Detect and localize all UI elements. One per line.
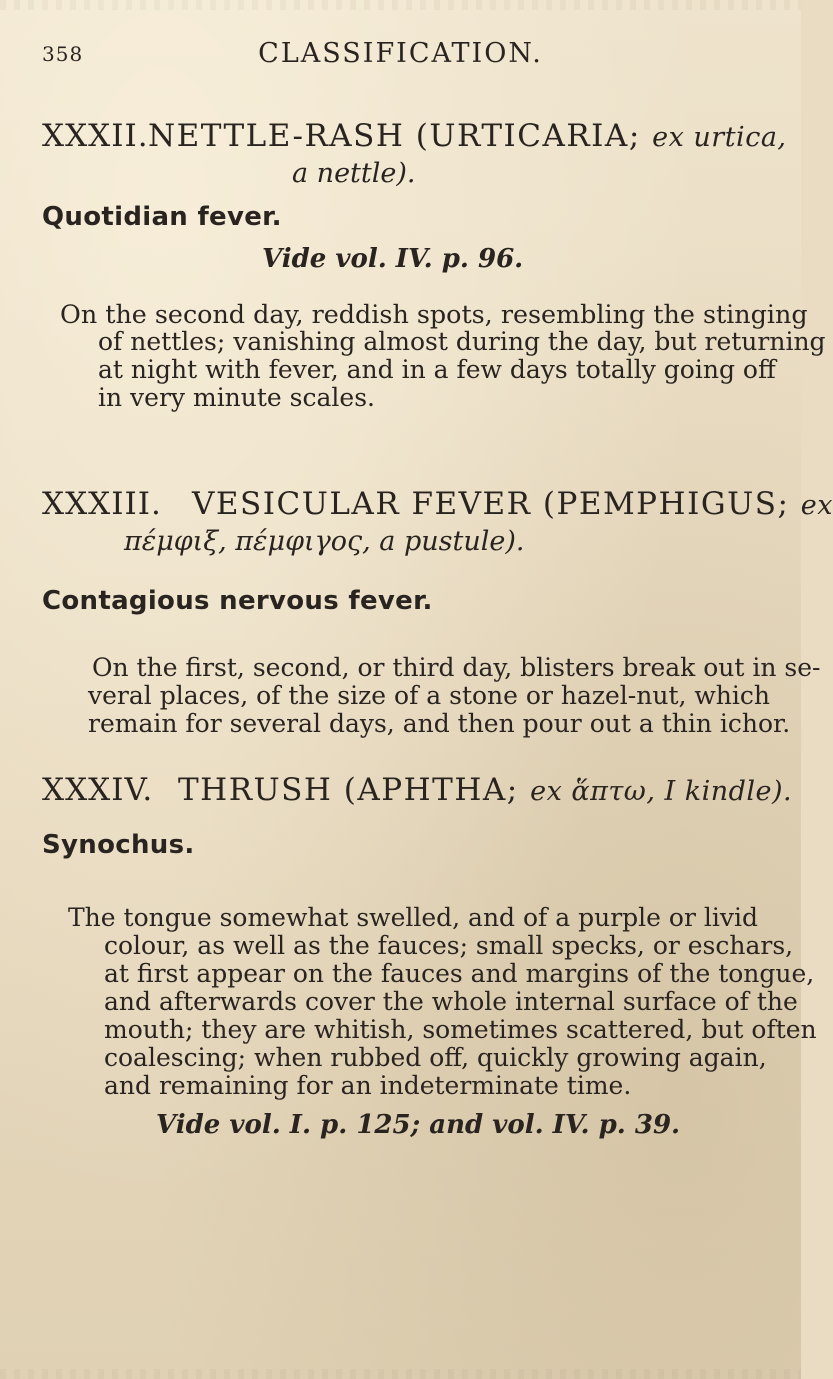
running-head: CLASSIFICATION. bbox=[258, 38, 543, 69]
entry-thrush bbox=[0, 772, 817, 1372]
description-line: remain for several days, and then pour out a thin ichor. bbox=[88, 709, 791, 738]
cross-reference: Vide vol. IV. p. 96. bbox=[262, 244, 524, 274]
entry-title-text: THRUSH (APHTHA; bbox=[178, 772, 519, 808]
description-line: colour, as well as the fauces; small specks, or eschars, bbox=[104, 931, 794, 960]
top-edge-bleed bbox=[0, 0, 801, 10]
description-line: mouth; they are whitish, sometimes scattered, but often bbox=[104, 1015, 817, 1044]
description-line: and afterwards cover the whole internal surface of the bbox=[104, 987, 798, 1016]
entry-etymology: ex urtica, bbox=[652, 122, 787, 153]
description-line: at first appear on the fauces and margins of the tongue, bbox=[104, 959, 815, 988]
disease-name: Quotidian fever. bbox=[42, 202, 282, 232]
entry-etymology-continued: πέμφιξ, πέμφιγος, a pustule). bbox=[124, 526, 525, 557]
entry-nettle-rash bbox=[0, 118, 826, 508]
description-line: and remaining for an indeterminate time. bbox=[104, 1071, 632, 1100]
description-line: of nettles; vanishing almost during the day, but returning bbox=[98, 327, 826, 356]
entry-etymology: ex ἅπτω, I kindle). bbox=[530, 776, 793, 807]
entry-number: XXXIII. bbox=[42, 486, 162, 522]
description-line: veral places, of the size of a stone or hazel-nut, which bbox=[88, 681, 770, 710]
disease-name: Contagious nervous fever. bbox=[42, 586, 433, 616]
entry-title bbox=[148, 118, 787, 154]
description-line: in very minute scales. bbox=[98, 383, 375, 412]
description-line: On the second day, reddish spots, resembling the stinging bbox=[60, 299, 808, 329]
page-header bbox=[0, 34, 801, 74]
description-line: coalescing; when rubbed off, quickly growing again, bbox=[104, 1043, 767, 1072]
bottom-edge-bleed bbox=[0, 1369, 801, 1379]
entry-number: XXXIV. bbox=[42, 772, 154, 808]
entry-number: XXXII. bbox=[42, 118, 149, 154]
description-line: at night with fever, and in a few days totally going off bbox=[98, 355, 776, 384]
description-line: On the first, second, or third day, blisters break out in se- bbox=[92, 653, 821, 682]
entry-title-text: NETTLE-RASH (URTICARIA; bbox=[148, 118, 641, 154]
entry-etymology: ex bbox=[800, 490, 833, 521]
entry-title-text: VESICULAR FEVER (PEMPHIGUS; bbox=[192, 486, 790, 522]
cross-reference: Vide vol. I. p. 125; and vol. IV. p. 39. bbox=[156, 1110, 681, 1140]
page-number: 358 bbox=[42, 42, 84, 66]
entry-title bbox=[178, 772, 792, 808]
entry-etymology-continued: a nettle). bbox=[292, 158, 416, 189]
disease-name: Synochus. bbox=[42, 830, 195, 860]
entry-title bbox=[192, 486, 833, 522]
description-line: The tongue somewhat swelled, and of a purple or livid bbox=[68, 903, 758, 932]
